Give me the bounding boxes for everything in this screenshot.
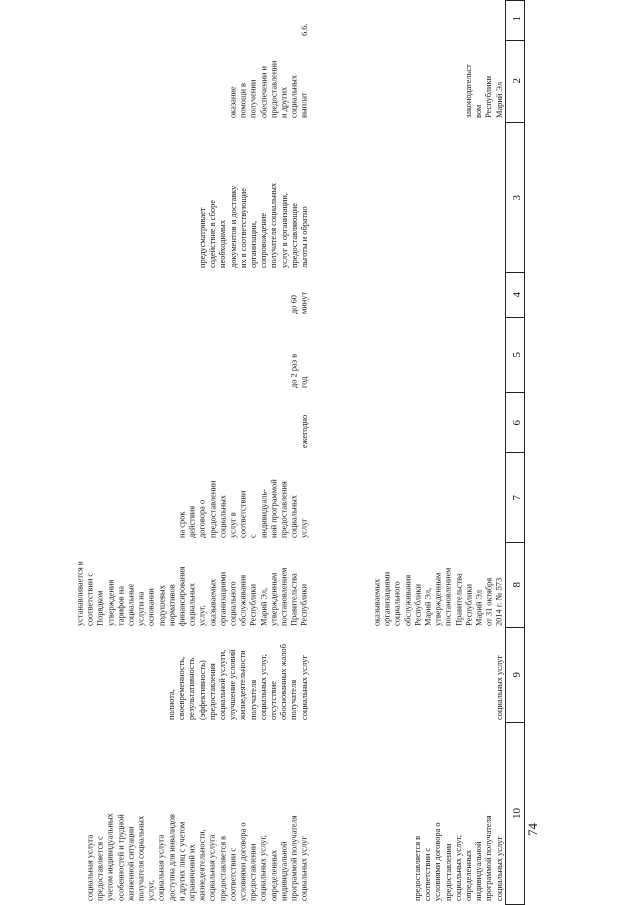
column-number: 6 <box>511 420 523 426</box>
service-frequency: до 2 раз в год <box>289 353 309 388</box>
column-number: 8 <box>511 582 523 588</box>
divider <box>506 40 524 41</box>
divider <box>506 122 524 123</box>
column-number: 5 <box>511 352 523 358</box>
legislation-fragment: законодательст вом Республики Марий Эл <box>464 64 504 118</box>
service-description: предусматривает содействие в сборе необходимых документов и доставку их в соответствующие организации, сопровождение получателя социальных услуг в организации, предоставляющие льготы и обратно <box>197 182 309 268</box>
service-tariff: устанавливается в соответствии с Порядком утверждения тарифов на социальные услуги на основании подушевых нормативов финансирования социальных услуг, оказываемых организациями социального обслуживания Республики Марий Эл, утвержденным постановлением Правительства Республики <box>75 561 309 626</box>
column-number: 10 <box>511 808 523 819</box>
quality-fragment: социальных услуг <box>494 655 504 720</box>
divider <box>506 392 524 393</box>
divider <box>506 542 524 543</box>
service-period: ежегодно <box>299 414 309 448</box>
column-number: 4 <box>511 292 523 298</box>
service-conditions: социальная услуга предоставляется с учетом индивидуальных особенностей и трудной жизненной ситуации получателя социальных услуг, социальная услуга доступна для инвалидов и других лиц с учетом ограничений их жизнедеятельности, социальная услуга предоставляется в соответствии с условиями договора о предоставлении социальных услуг, определенных индивидуальной программой получателя социальных услуг <box>85 813 309 901</box>
row-number: 6.6. <box>299 23 309 36</box>
column-number: 9 <box>511 672 523 678</box>
column-number: 2 <box>511 78 523 84</box>
column-number: 7 <box>511 495 523 501</box>
divider <box>506 317 524 318</box>
divider <box>506 452 524 453</box>
divider <box>506 722 524 723</box>
divider <box>506 0 524 1</box>
conditions-fragment: предоставляется в соответствии с условиями договора о предоставлении социальных услуг, определенных индивидуальной программой получателя социальных услуг <box>413 815 504 901</box>
service-term: на срок действия договора о предоставлении социальных услуг в соответствии с индивидуаль- ной программой предоставления социальных услуг <box>177 479 309 538</box>
service-name: оказание помощи в получении обеспечении и предоставлении и других социальных выплат <box>228 60 309 118</box>
tariff-fragment: оказываемых организациями социального обслуживания Республики Марий Эл, утвержденным постановлением Правительства Республики Марий Эл от 31 октября 2014 г. № 573 <box>372 567 504 626</box>
service-duration: до 60 минут <box>289 291 309 314</box>
divider <box>506 627 524 628</box>
column-number: 1 <box>511 16 523 22</box>
divider <box>506 272 524 273</box>
column-number: 3 <box>511 195 523 201</box>
service-quality: полнота, своевременность, результативность (эффективность) предоставления социальной услуги, улучшение условий жизнедеятельности получателя социальных услуг, отсутствие обоснованных жалоб получателя социальных услуг <box>167 644 309 720</box>
column-number-row <box>505 0 525 905</box>
page-number: 74 <box>525 823 540 836</box>
